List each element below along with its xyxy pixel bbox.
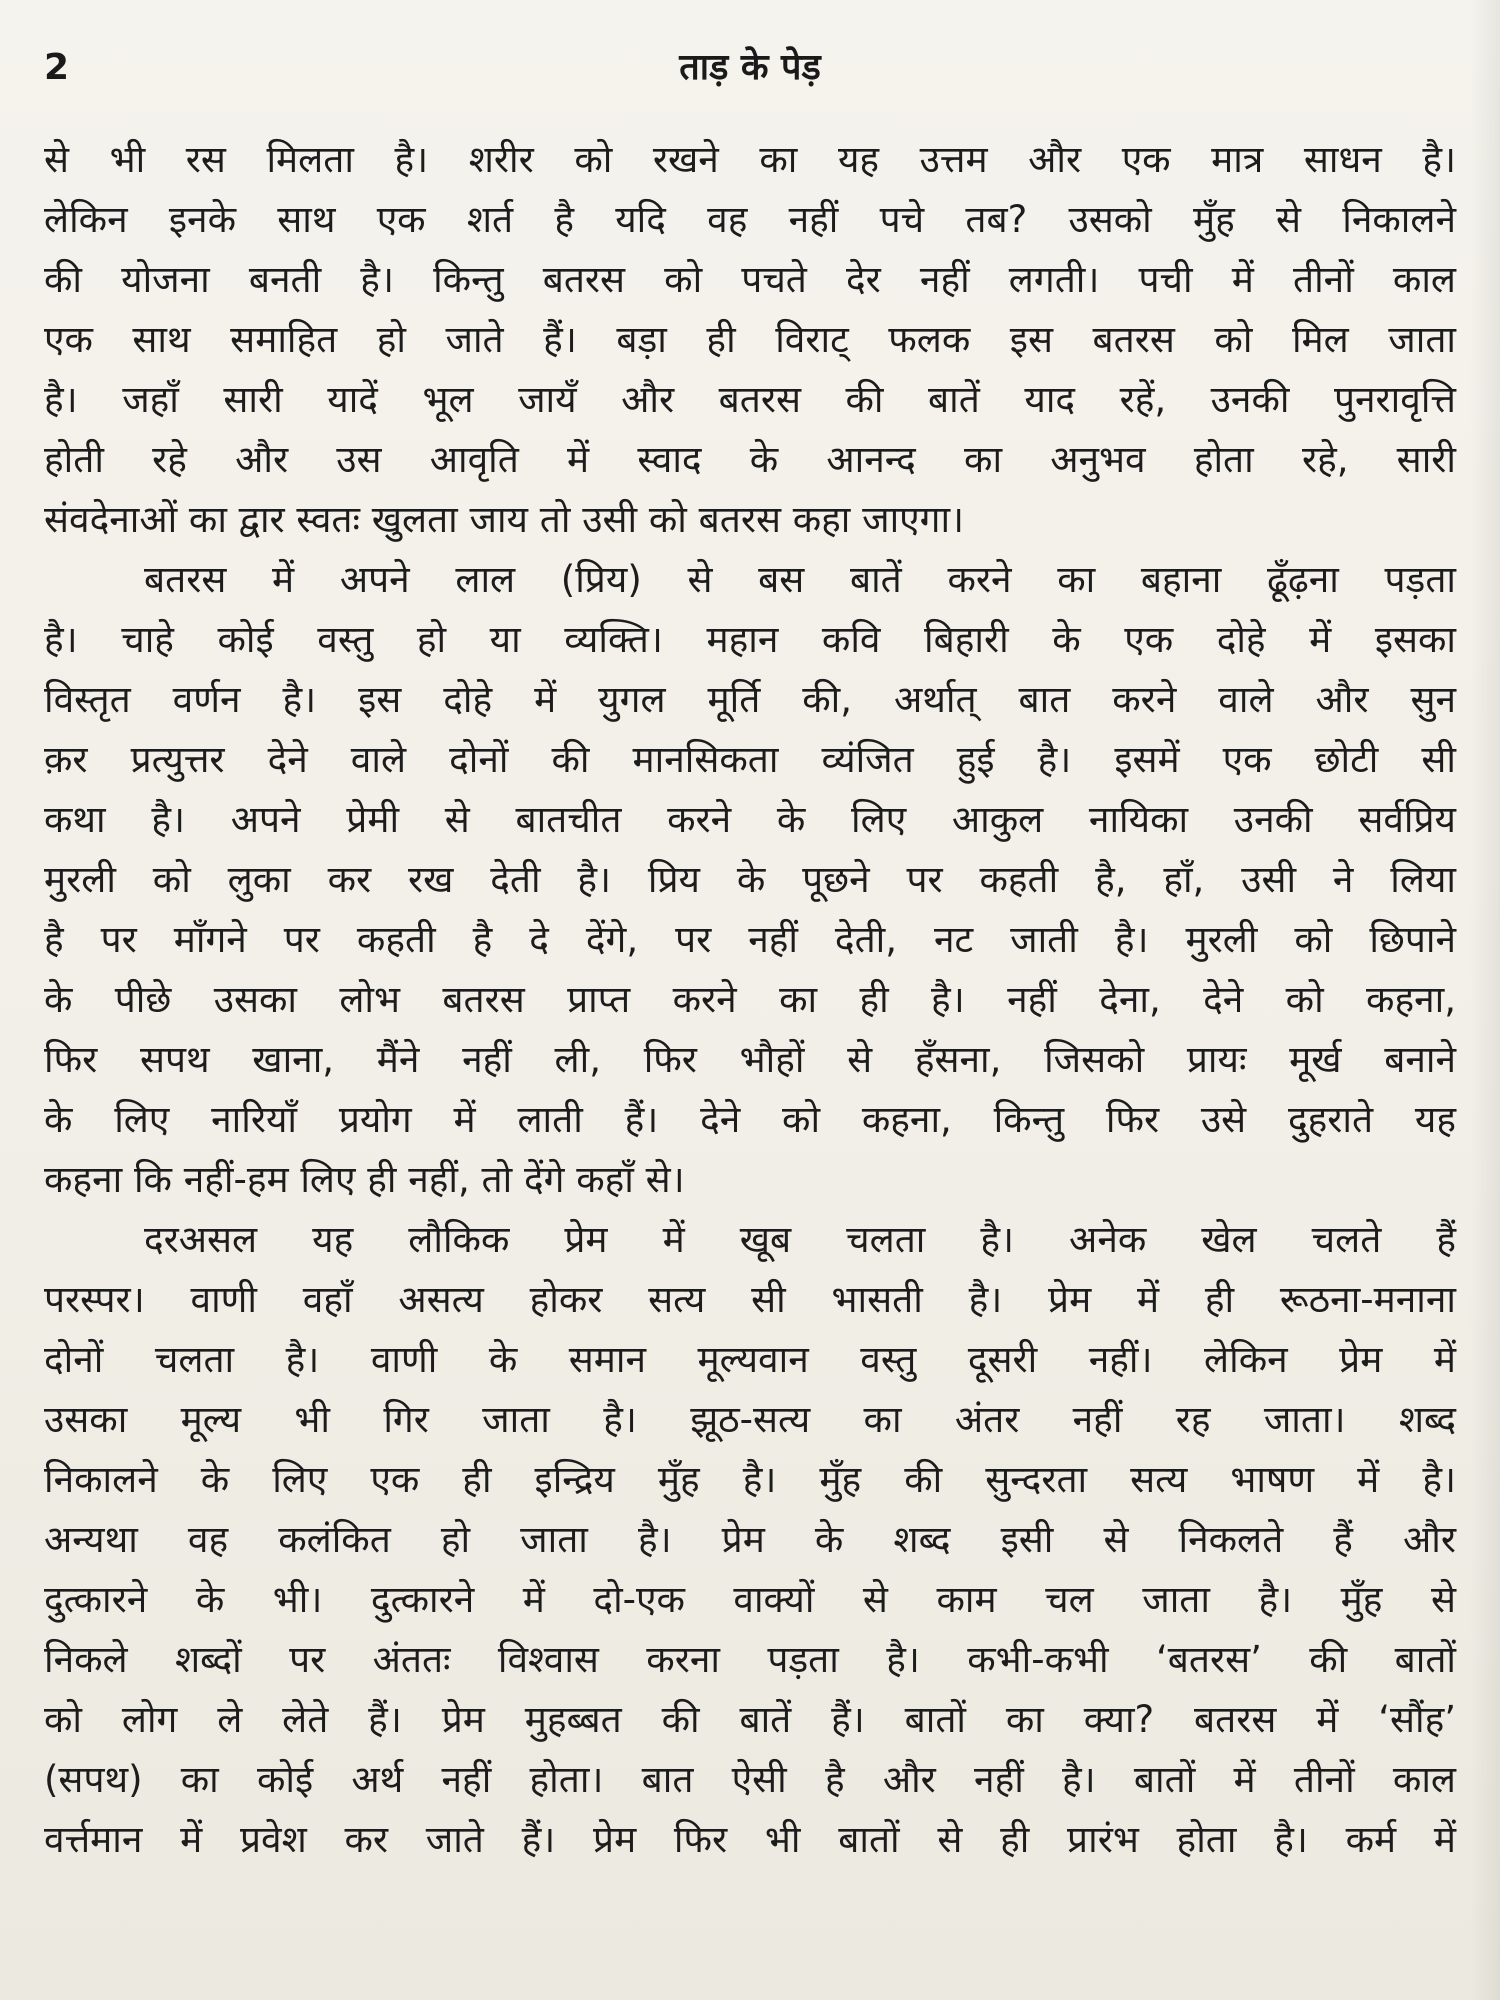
text-line: वर्त्तमान में प्रवेश कर जाते हैं। प्रेम फिर भी बातों से ही प्रारंभ होता है। कर्म में [44, 1818, 1456, 1861]
text-line: लेकिन इनके साथ एक शर्त है यदि वह नहीं पचे तब? उसको मुँह से निकालने [44, 198, 1456, 241]
text-line: निकालने के लिए एक ही इन्द्रिय मुँह है। मुँह की सुन्दरता सत्य भाषण में है। [44, 1458, 1456, 1501]
text-line: से भी रस मिलता है। शरीर को रखने का यह उत्तम और एक मात्र साधन है। [44, 138, 1456, 181]
text-line: परस्पर। वाणी वहाँ असत्य होकर सत्य सी भासती है। प्रेम में ही रूठना-मनाना [44, 1278, 1456, 1321]
page-edge-shadow [1470, 0, 1500, 2000]
paragraph-3 [44, 1210, 1456, 1870]
paragraph-1 [44, 130, 1456, 550]
text-line: है। चाहे कोई वस्तु हो या व्यक्ति। महान कवि बिहारी के एक दोहे में इसका [44, 618, 1456, 661]
text-line: दोनों चलता है। वाणी के समान मूल्यवान वस्तु दूसरी नहीं। लेकिन प्रेम में [44, 1338, 1456, 1381]
text-line: बतरस में अपने लाल (प्रिय) से बस बातें करने का बहाना ढूँढ़ना पड़ता [144, 558, 1456, 601]
text-line: कहना कि नहीं-हम लिए ही नहीं, तो देंगे कहाँ से। [44, 1158, 685, 1201]
text-line: होती रहे और उस आवृति में स्वाद के आनन्द का अनुभव होता रहे, सारी [44, 438, 1456, 481]
text-line: उसका मूल्य भी गिर जाता है। झूठ-सत्य का अंतर नहीं रह जाता। शब्द [44, 1398, 1456, 1441]
text-line: के लिए नारियाँ प्रयोग में लाती हैं। देने को कहना, किन्तु फिर उसे दुहराते यह [44, 1098, 1456, 1141]
paragraph-2 [44, 550, 1456, 1210]
text-line: फिर सपथ खाना, मैंने नहीं ली, फिर भौहों से हँसना, जिसको प्रायः मूर्ख बनाने [44, 1038, 1456, 1081]
text-line: संवदेनाओं का द्वार स्वतः खुलता जाय तो उसी को बतरस कहा जाएगा। [44, 498, 965, 541]
text-line: कथा है। अपने प्रेमी से बातचीत करने के लिए आकुल नायिका उनकी सर्वप्रिय [44, 798, 1456, 841]
text-line: है पर माँगने पर कहती है दे देंगे, पर नहीं देती, नट जाती है। मुरली को छिपाने [44, 918, 1456, 961]
text-line: है। जहाँ सारी यादें भूल जायँ और बतरस की बातें याद रहें, उनकी पुनरावृत्ति [44, 378, 1456, 421]
page-number: 2 [44, 47, 70, 88]
page-header [44, 38, 1456, 98]
text-line: दरअसल यह लौकिक प्रेम में खूब चलता है। अनेक खेल चलते हैं [144, 1218, 1456, 1261]
text-line: को लोग ले लेते हैं। प्रेम मुहब्बत की बातें हैं। बातों का क्या? बतरस में ‘सौंह’ [44, 1698, 1456, 1741]
text-line: दुत्कारने के भी। दुत्कारने में दो-एक वाक्यों से काम चल जाता है। मुँह से [44, 1578, 1456, 1621]
text-line: क़र प्रत्युत्तर देने वाले दोनों की मानसिकता व्यंजित हुई है। इसमें एक छोटी सी [44, 738, 1456, 781]
text-line: एक साथ समाहित हो जाते हैं। बड़ा ही विराट् फलक इस बतरस को मिल जाता [44, 318, 1456, 361]
text-line: विस्तृत वर्णन है। इस दोहे में युगल मूर्ति की, अर्थात् बात करने वाले और सुन [44, 678, 1456, 721]
text-line: की योजना बनती है। किन्तु बतरस को पचते देर नहीं लगती। पची में तीनों काल [44, 258, 1456, 301]
running-title: ताड़ के पेड़ [679, 47, 821, 88]
text-line: अन्यथा वह कलंकित हो जाता है। प्रेम के शब्द इसी से निकलते हैं और [44, 1518, 1456, 1561]
text-line: निकले शब्दों पर अंततः विश्वास करना पड़ता है। कभी-कभी ‘बतरस’ की बातों [44, 1638, 1456, 1681]
text-line: मुरली को लुका कर रख देती है। प्रिय के पूछने पर कहती है, हाँ, उसी ने लिया [44, 858, 1456, 901]
text-line: (सपथ) का कोई अर्थ नहीं होता। बात ऐसी है और नहीं है। बातों में तीनों काल [44, 1758, 1456, 1801]
body-text [44, 130, 1456, 1870]
text-line: के पीछे उसका लोभ बतरस प्राप्त करने का ही है। नहीं देना, देने को कहना, [44, 978, 1456, 1021]
